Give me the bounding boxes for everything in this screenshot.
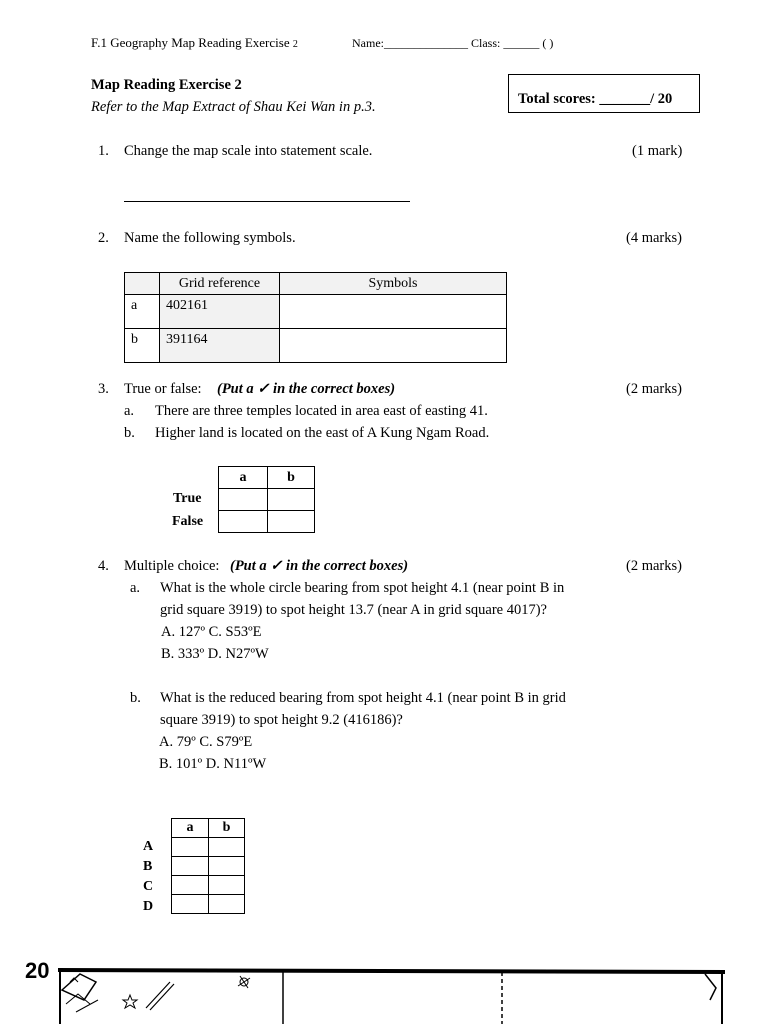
q4-marks: (2 marks) bbox=[626, 558, 682, 574]
tf-row-true: True bbox=[173, 491, 202, 506]
symbols-table-header-grid: Grid reference bbox=[160, 273, 280, 295]
name-class-line: Name:______________ Class: ______ ( ) bbox=[352, 36, 554, 50]
checkbox-cell[interactable] bbox=[209, 876, 245, 895]
q1-text: Change the map scale into statement scale. bbox=[124, 143, 373, 159]
tf-col-b: b bbox=[268, 467, 315, 489]
q2-number: 2. bbox=[98, 230, 109, 246]
checkbox-cell[interactable] bbox=[209, 895, 245, 914]
q4a-options-2: B. 333º D. N27ºW bbox=[161, 646, 269, 662]
grid-reference: 402161 bbox=[160, 295, 280, 329]
q3-instruction: (Put a ✓ in the correct boxes) bbox=[217, 381, 396, 397]
table-row bbox=[219, 511, 315, 533]
row-label: a bbox=[125, 295, 160, 329]
checkbox-cell[interactable] bbox=[172, 895, 209, 914]
grid-reference: 391164 bbox=[160, 329, 280, 363]
mc-row-a: A bbox=[143, 839, 154, 854]
q4a-line1: What is the whole circle bearing from spot height 4.1 (near point B in bbox=[160, 580, 565, 596]
q4b-label: b. bbox=[130, 690, 141, 706]
exercise-heading: Map Reading Exercise 2 bbox=[91, 77, 242, 93]
symbol-answer-cell[interactable] bbox=[280, 295, 507, 329]
q1-number: 1. bbox=[98, 143, 109, 159]
q3-number: 3. bbox=[98, 381, 109, 397]
total-scores-label: Total scores: _______/ 20 bbox=[518, 91, 673, 107]
mc-col-b: b bbox=[209, 819, 245, 838]
table-row bbox=[125, 329, 507, 363]
multiple-choice-table bbox=[171, 818, 245, 914]
q1-answer-line[interactable] bbox=[124, 201, 410, 202]
q3-text: True or false: bbox=[124, 381, 202, 397]
table-row bbox=[172, 895, 245, 914]
page-number: 2 bbox=[292, 39, 298, 50]
q4b-options-1: A. 79º C. S79ºE bbox=[159, 734, 253, 750]
checkbox-cell[interactable] bbox=[172, 876, 209, 895]
checkbox-cell[interactable] bbox=[268, 489, 315, 511]
checkbox-cell[interactable] bbox=[219, 489, 268, 511]
checkbox-cell[interactable] bbox=[209, 838, 245, 857]
symbols-table-header-symbols: Symbols bbox=[280, 273, 507, 295]
q4-instruction: (Put a ✓ in the correct boxes) bbox=[230, 558, 409, 574]
q4a-options-1: A. 127º C. S53ºE bbox=[161, 624, 262, 640]
mc-row-d: D bbox=[143, 899, 154, 914]
q4b-line2: square 3919) to spot height 9.2 (416186)? bbox=[160, 712, 403, 728]
q4b-line1: What is the reduced bearing from spot height 4.1 (near point B in grid bbox=[160, 690, 566, 706]
q3b-text: Higher land is located on the east of A Kung Ngam Road. bbox=[155, 425, 490, 441]
checkbox-cell[interactable] bbox=[172, 857, 209, 876]
symbols-table bbox=[124, 272, 507, 363]
q3-marks: (2 marks) bbox=[626, 381, 682, 397]
map-extract bbox=[0, 960, 768, 1024]
mc-row-b: B bbox=[143, 859, 153, 874]
q3a-text: There are three temples located in area east of easting 41. bbox=[155, 403, 488, 419]
mc-row-c: C bbox=[143, 879, 154, 894]
table-row bbox=[172, 838, 245, 857]
table-row bbox=[172, 876, 245, 895]
checkbox-cell[interactable] bbox=[172, 838, 209, 857]
tf-row-false: False bbox=[172, 514, 204, 529]
q3b-label: b. bbox=[124, 425, 135, 441]
q2-text: Name the following symbols. bbox=[124, 230, 296, 246]
map-northing-label: 20 bbox=[25, 958, 50, 983]
q4a-label: a. bbox=[130, 580, 141, 596]
table-row bbox=[172, 857, 245, 876]
q2-marks: (4 marks) bbox=[626, 230, 682, 246]
worksheet-title: F.1 Geography Map Reading Exercise 2 bbox=[91, 35, 298, 50]
q4b-options-2: B. 101º D. N11ºW bbox=[159, 756, 267, 772]
row-label: b bbox=[125, 329, 160, 363]
q4-text: Multiple choice: bbox=[124, 558, 220, 574]
table-row bbox=[219, 489, 315, 511]
q4-number: 4. bbox=[98, 558, 109, 574]
exercise-subtitle: Refer to the Map Extract of Shau Kei Wan in p.3. bbox=[91, 99, 376, 115]
symbols-table-header-blank bbox=[125, 273, 160, 295]
total-scores-box bbox=[508, 74, 700, 113]
checkbox-cell[interactable] bbox=[268, 511, 315, 533]
q4a-line2: grid square 3919) to spot height 13.7 (near A in grid square 4017)? bbox=[160, 602, 547, 618]
q3a-label: a. bbox=[124, 403, 135, 419]
symbol-answer-cell[interactable] bbox=[280, 329, 507, 363]
tf-col-a: a bbox=[219, 467, 268, 489]
table-row bbox=[125, 295, 507, 329]
mc-col-a: a bbox=[172, 819, 209, 838]
checkbox-cell[interactable] bbox=[209, 857, 245, 876]
checkbox-cell[interactable] bbox=[219, 511, 268, 533]
true-false-table bbox=[218, 466, 315, 533]
q1-marks: (1 mark) bbox=[632, 143, 683, 159]
